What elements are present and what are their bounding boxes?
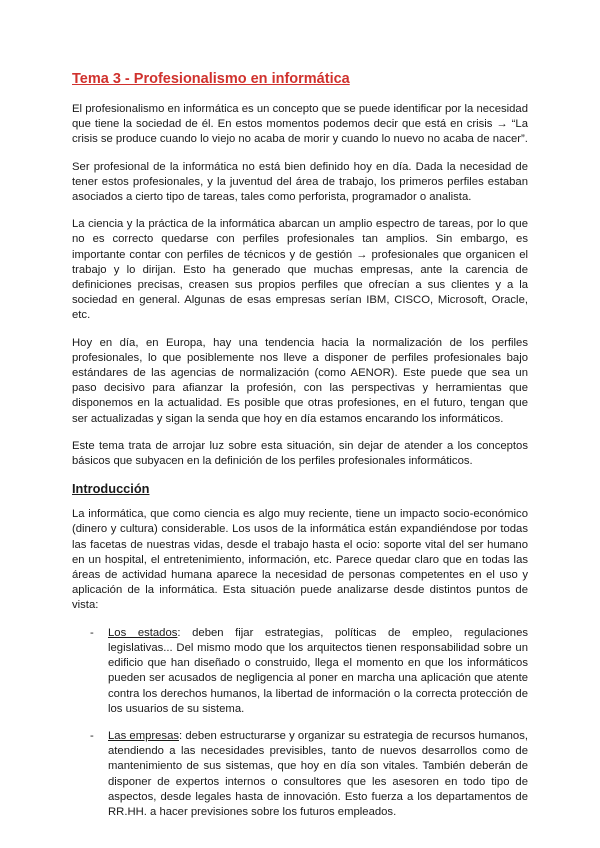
- paragraph-3: La ciencia y la práctica de la informática abarcan un amplio espectro de tareas, por lo que no es correcto quedarse con perfiles profesionales tan amplios. Sin embargo, es importante contar con perfiles de técnicos y de gestión → profesionales que organicen el trabajo y lo dirijan. Esto ha generado que muchas empresas, ante la carencia de definiciones precisas, creasen sus propios perfiles que ofrecían a sus clientes y a la sociedad en general. Algunas de esas empresas serían IBM, CISCO, Microsoft, Oracle, etc.: [72, 218, 528, 322]
- section-heading-introduccion: Introducción: [72, 481, 150, 497]
- list-item-estados: [72, 626, 528, 717]
- viewpoint-list: [72, 626, 528, 820]
- paragraph-1: El profesionalismo en informática es un concepto que se puede identificar por la necesidad que tiene la sociedad de él. En estos momentos podemos decir que está en crisis → “La crisis se produce cuando lo viejo no acaba de morir y cuando lo nuevo no acaba de nacer”.: [72, 103, 528, 146]
- list-bullet: -: [90, 729, 94, 742]
- list-item-term: Los estados: [108, 626, 178, 639]
- paragraph-4: Hoy en día, en Europa, hay una tendencia hacia la normalización de los perfiles profesionales, lo que posiblemente nos lleve a disponer de perfiles profesionales bajo estándares de las agencias de normalización (como AENOR). Este puede que sea un paso decisivo para afianzar la profesión, con las perspectivas y herramientas que disponemos en la actualidad. Es posible que otras profesiones, en el futuro, tengan que ser actualizadas y sigan la senda que hoy en día estamos encarando los informáticos.: [72, 336, 528, 425]
- list-item-empresas: [72, 729, 528, 820]
- list-item-text: : deben fijar estrategias, políticas de empleo, regulaciones legislativas... Del mismo modo que los arquitectos tienen responsabilidad sobre un edificio que han diseñado o construido, llega el momento en que los informáticos pueden ser acusados de negligencia al poner en marcha una aplicación que atente contra los derechos humanos, la libertad de información o la correcta protección de los usuarios de su sistema.: [108, 626, 528, 715]
- document-title: Tema 3 - Profesionalismo en informática: [72, 71, 350, 87]
- paragraph-5: Este tema trata de arrojar luz sobre esta situación, sin dejar de atender a los conceptos básicos que subyacen en la definición de los perfiles profesionales informáticos.: [72, 439, 528, 468]
- list-bullet: -: [90, 626, 94, 639]
- paragraph-2: Ser profesional de la informática no está bien definido hoy en día. Dada la necesidad de tener estos profesionales, y la juventud del área de trabajo, los primeros perfiles estaban asociados a cierto tipo de tareas, tales como perforista, programador o analista.: [72, 160, 528, 204]
- intro-paragraph: La informática, que como ciencia es algo muy reciente, tiene un impacto socio-económico (dinero y cultura) considerable. Los usos de la informática están expandiéndose por todas las facetas de nuestras vidas, desde el trabajo hasta el ocio: soporte vital del ser humano en un hospital, el entretenimiento, información, etc. Parece quedar claro que en todas las áreas de actividad humana aparece la necesidad de personas competentes en el uso y aplicación de la informática. Esta situación puede analizarse desde distintos puntos de vista:: [72, 508, 528, 612]
- list-item-term: Las empresas: [108, 729, 180, 742]
- list-item-text: : deben estructurarse y organizar su estrategia de recursos humanos, atendiendo a las necesidades previsibles, tanto de nuevos desarrollos como de mantenimiento de sus sistemas, que hoy en día son vitales. También deberán de disponer de expertos internos o consultores que les asesoren en todo tipo de aspectos, desde legales hasta de innovación. Esto fuerza a los departamentos de RR.HH. a hacer previsiones sobre los futuros empleados.: [108, 729, 528, 818]
